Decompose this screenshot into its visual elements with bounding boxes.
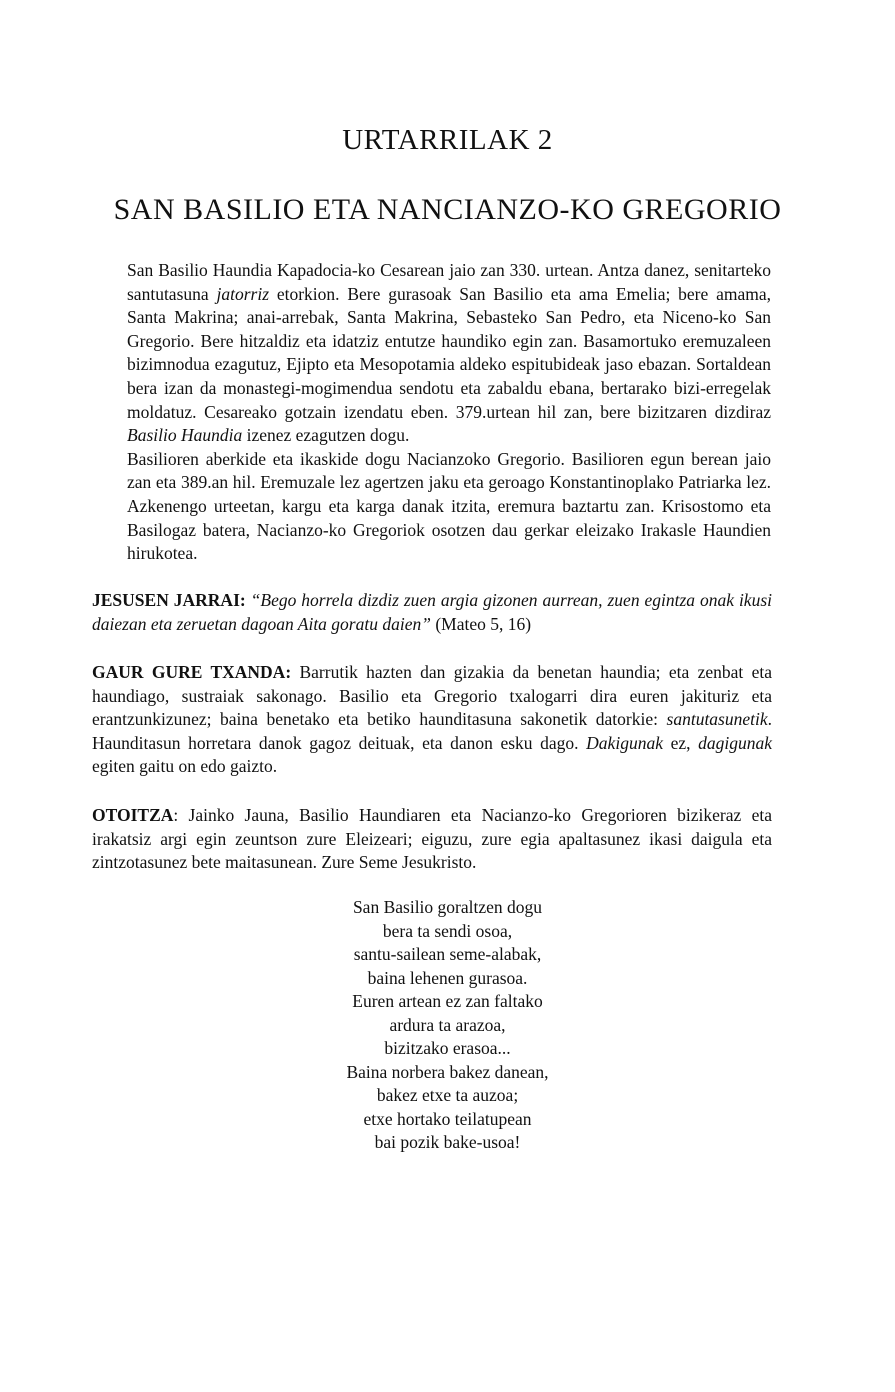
gaur-gure-txanda-italic: Dakigunak bbox=[586, 732, 663, 753]
poem-line: Baina norbera bakez danean, bbox=[346, 1061, 549, 1082]
biography-text: izenez ezagutzen dogu. bbox=[242, 425, 410, 446]
gaur-gure-txanda-text: ez, bbox=[662, 732, 699, 753]
otoitza-section bbox=[92, 804, 772, 875]
jesusen-jarrai-quote: “Bego horrela dizdiz zuen argia gizonen aurrean, zuen egintza onak ikusi daiezan eta zeruetan dagoan Aita goratu daien” bbox=[92, 590, 772, 634]
gaur-gure-txanda-text: . Haunditasun horretara danok gagoz deituak, eta danon esku dago. bbox=[92, 709, 772, 753]
gaur-gure-txanda-label: GAUR GURE TXANDA: bbox=[92, 662, 292, 682]
poem-line: santu-sailean seme-alabak, bbox=[353, 944, 542, 964]
biography-text: San Basilio Haundia Kapadocia-ko Cesarean jaio zan 330. urtean. Antza danez, senitarteko santutasuna bbox=[127, 260, 771, 304]
biography-text: etorkion. Bere gurasoak San Basilio eta ama Emelia; bere amama, Santa Makrina; anai-arrebak, Santa Makrina, Sebasteko San Pedro, eta Niceno-ko San Gregorio. Bere hitzaldiz eta idatziz entutze haundiko egin zan. Basamortuko eremuzaleen bizimnodua ezagutuz, Ejipto eta Mesopotamia aldeko espitubideak jaso ebazan. Sortaldean bera izan da monastegi-mogimendua sendotu eta zabaldu ebana, bertarako bizi-erregelak moldatuz. Cesareako gotzain izendatu eben. 379.urtean hil zan, bere bizitzaren dizdiraz bbox=[127, 283, 771, 422]
biography-paragraph-basilio bbox=[127, 259, 771, 448]
poem-line: bakez etxe ta auzoa; bbox=[376, 1085, 519, 1105]
jesusen-jarrai-section bbox=[92, 589, 772, 636]
gaur-gure-txanda-italic: dagigunak bbox=[698, 732, 772, 753]
biography-italic-term: jatorriz bbox=[216, 283, 270, 304]
poem-line: baina lehenen gurasoa. bbox=[367, 967, 528, 988]
jesusen-jarrai-reference: (Mateo 5, 16) bbox=[430, 613, 532, 634]
gaur-gure-txanda-section bbox=[92, 661, 772, 779]
poem-line: bera ta sendi osoa, bbox=[382, 920, 513, 941]
poem-line: Euren artean ez zan faltako bbox=[352, 991, 543, 1011]
biography-italic-name: Basilio Haundia bbox=[127, 425, 243, 446]
biography-section bbox=[127, 259, 771, 566]
gaur-gure-txanda-italic: santutasunetik bbox=[666, 709, 768, 730]
otoitza-text: : Jainko Jauna, Basilio Haundiaren eta Nacianzo-ko Gregorioren bizikeraz eta irakatsiz argi egin zeuntson zure Eleizeari; eiguzu, zure egia apaltasunez ikasi daigula eta zintzotasunez bete maitasunean. Zure Seme Jesukristo. bbox=[92, 805, 772, 873]
gaur-gure-txanda-text: Barrutik hazten dan gizakia da benetan haundia; eta zenbat eta haundiago, sustraiak sakonago. Basilio eta Gregorio txalogarri dira euren jakituriz eta erantzunkizunez; baina benetako eta betiko haunditasuna sakonetik datorkie: bbox=[92, 662, 772, 730]
poem bbox=[0, 896, 895, 1155]
poem-line: bai pozik bake-usoa! bbox=[374, 1132, 521, 1152]
poem-line: ardura ta arazoa, bbox=[389, 1014, 506, 1035]
poem-line: etxe hortako teilatupean bbox=[363, 1108, 532, 1129]
poem-line: San Basilio goraltzen dogu bbox=[352, 897, 543, 917]
page-title: SAN BASILIO ETA NANCIANZO-KO GREGORIO bbox=[113, 193, 782, 226]
gaur-gure-txanda-text: egiten gaitu on edo gaizto. bbox=[92, 756, 278, 777]
poem-line: bizitzako erasoa... bbox=[384, 1038, 511, 1058]
otoitza-label: OTOITZA bbox=[92, 805, 174, 825]
biography-paragraph-gregorio: Basilioren aberkide eta ikaskide dogu Nacianzoko Gregorio. Basilioren egun berean jaio zan eta 389.an hil. Eremuzale lez agertzen jaku eta geroago Konstantinoplako Patriarka lez. Azkenengo urteetan, kargu eta karga danak itzita, eremura baztartu zan. Krisostomo eta Basilogaz batera, Nacianzo-ko Gregoriok osotzen dau gerkar eleizako Irakasle Haundien hirukotea. bbox=[127, 448, 771, 564]
page-date-heading: URTARRILAK 2 bbox=[342, 124, 553, 156]
jesusen-jarrai-label: JESUSEN JARRAI: bbox=[92, 590, 246, 610]
